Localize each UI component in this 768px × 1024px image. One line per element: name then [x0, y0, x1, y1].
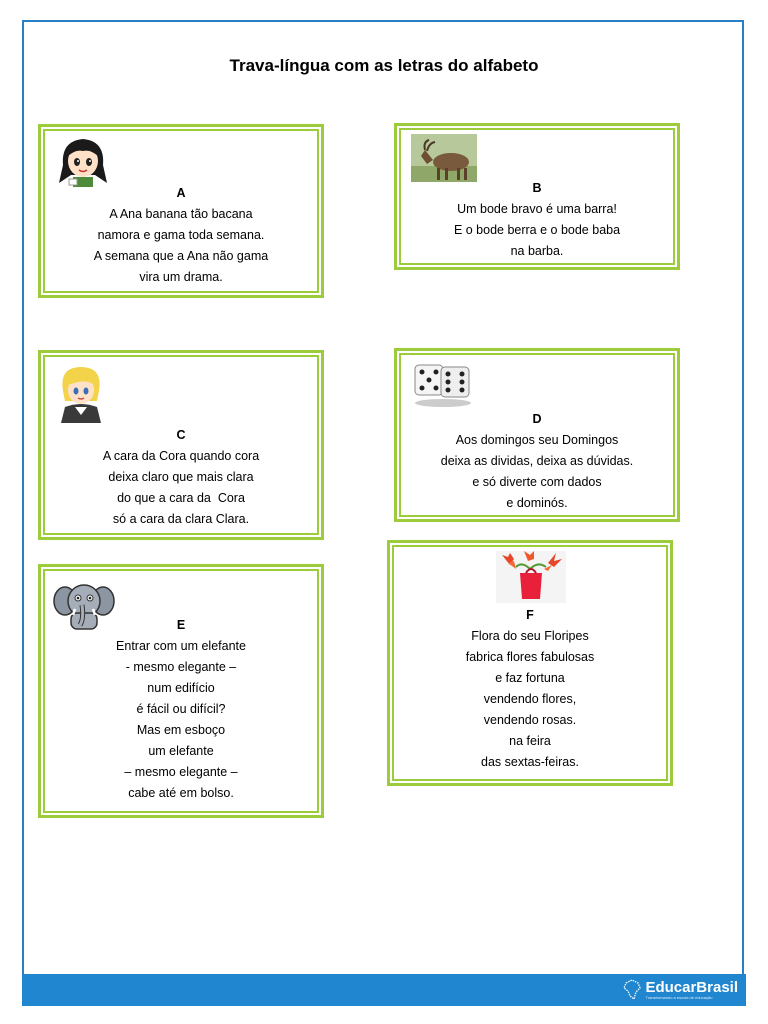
card-line: Entrar com um elefante — [116, 639, 246, 653]
card-b — [394, 123, 680, 270]
logo-text: EducarBrasil — [645, 979, 738, 996]
card-line: namora e gama toda semana. — [97, 228, 265, 242]
card-letter: D — [532, 412, 542, 426]
card-line: do que a cara da Cora — [117, 491, 245, 505]
card-line: E o bode berra e o bode baba — [453, 223, 621, 237]
card-line: – mesmo elegante – — [124, 765, 238, 779]
card-line: só a cara da clara Clara. — [112, 512, 250, 526]
card-line: fabrica flores fabulosas — [465, 650, 595, 664]
card-line: A cara da Cora quando cora — [102, 449, 260, 463]
card-line: na feira — [509, 734, 551, 748]
card-e — [38, 564, 324, 818]
card-line: deixa claro que mais clara — [108, 470, 254, 484]
footer-bar — [22, 974, 746, 1006]
flower-bag-icon — [496, 551, 566, 603]
card-letter: E — [176, 618, 186, 632]
card-letter: A — [176, 186, 186, 200]
card-line: e faz fortuna — [495, 671, 565, 685]
card-letter: F — [526, 608, 534, 622]
card-line: Aos domingos seu Domingos — [455, 433, 619, 447]
educarbrasil-logo[interactable] — [623, 976, 738, 1004]
card-line: cabe até em bolso. — [128, 786, 234, 800]
card-line: Flora do seu Floripes — [471, 629, 589, 643]
card-a — [38, 124, 324, 298]
brazil-map-icon — [623, 979, 641, 1001]
card-line: Um bode bravo é uma barra! — [457, 202, 617, 216]
logo-tagline: Transformando a escola de educação — [645, 995, 713, 1000]
card-line: A Ana banana tão bacana — [109, 207, 253, 221]
card-line: um elefante — [148, 744, 214, 758]
card-line: deixa as dividas, deixa as dúvidas. — [440, 454, 634, 468]
card-letter: B — [532, 181, 542, 195]
card-line: vira um drama. — [139, 270, 223, 284]
blonde-girl-icon — [55, 363, 107, 423]
card-line: vendendo flores, — [483, 692, 577, 706]
card-line: é fácil ou difícil? — [136, 702, 226, 716]
card-line: Mas em esboço — [136, 723, 226, 737]
card-line: na barba. — [510, 244, 564, 258]
card-line: A semana que a Ana não gama — [93, 249, 269, 263]
card-line: num edifício — [147, 681, 215, 695]
card-f — [387, 540, 673, 786]
card-line: e dominós. — [506, 496, 568, 510]
card-d — [394, 348, 680, 522]
card-line: e só diverte com dados — [472, 475, 602, 489]
dice-icon — [411, 359, 475, 407]
card-c — [38, 350, 324, 540]
card-line: - mesmo elegante – — [125, 660, 237, 674]
goat-icon — [411, 134, 477, 182]
page-title: Trava-língua com as letras do alfabeto — [229, 56, 539, 75]
card-line: vendendo rosas. — [483, 713, 577, 727]
card-line: das sextas-feiras. — [481, 755, 579, 769]
card-letter: C — [176, 428, 186, 442]
